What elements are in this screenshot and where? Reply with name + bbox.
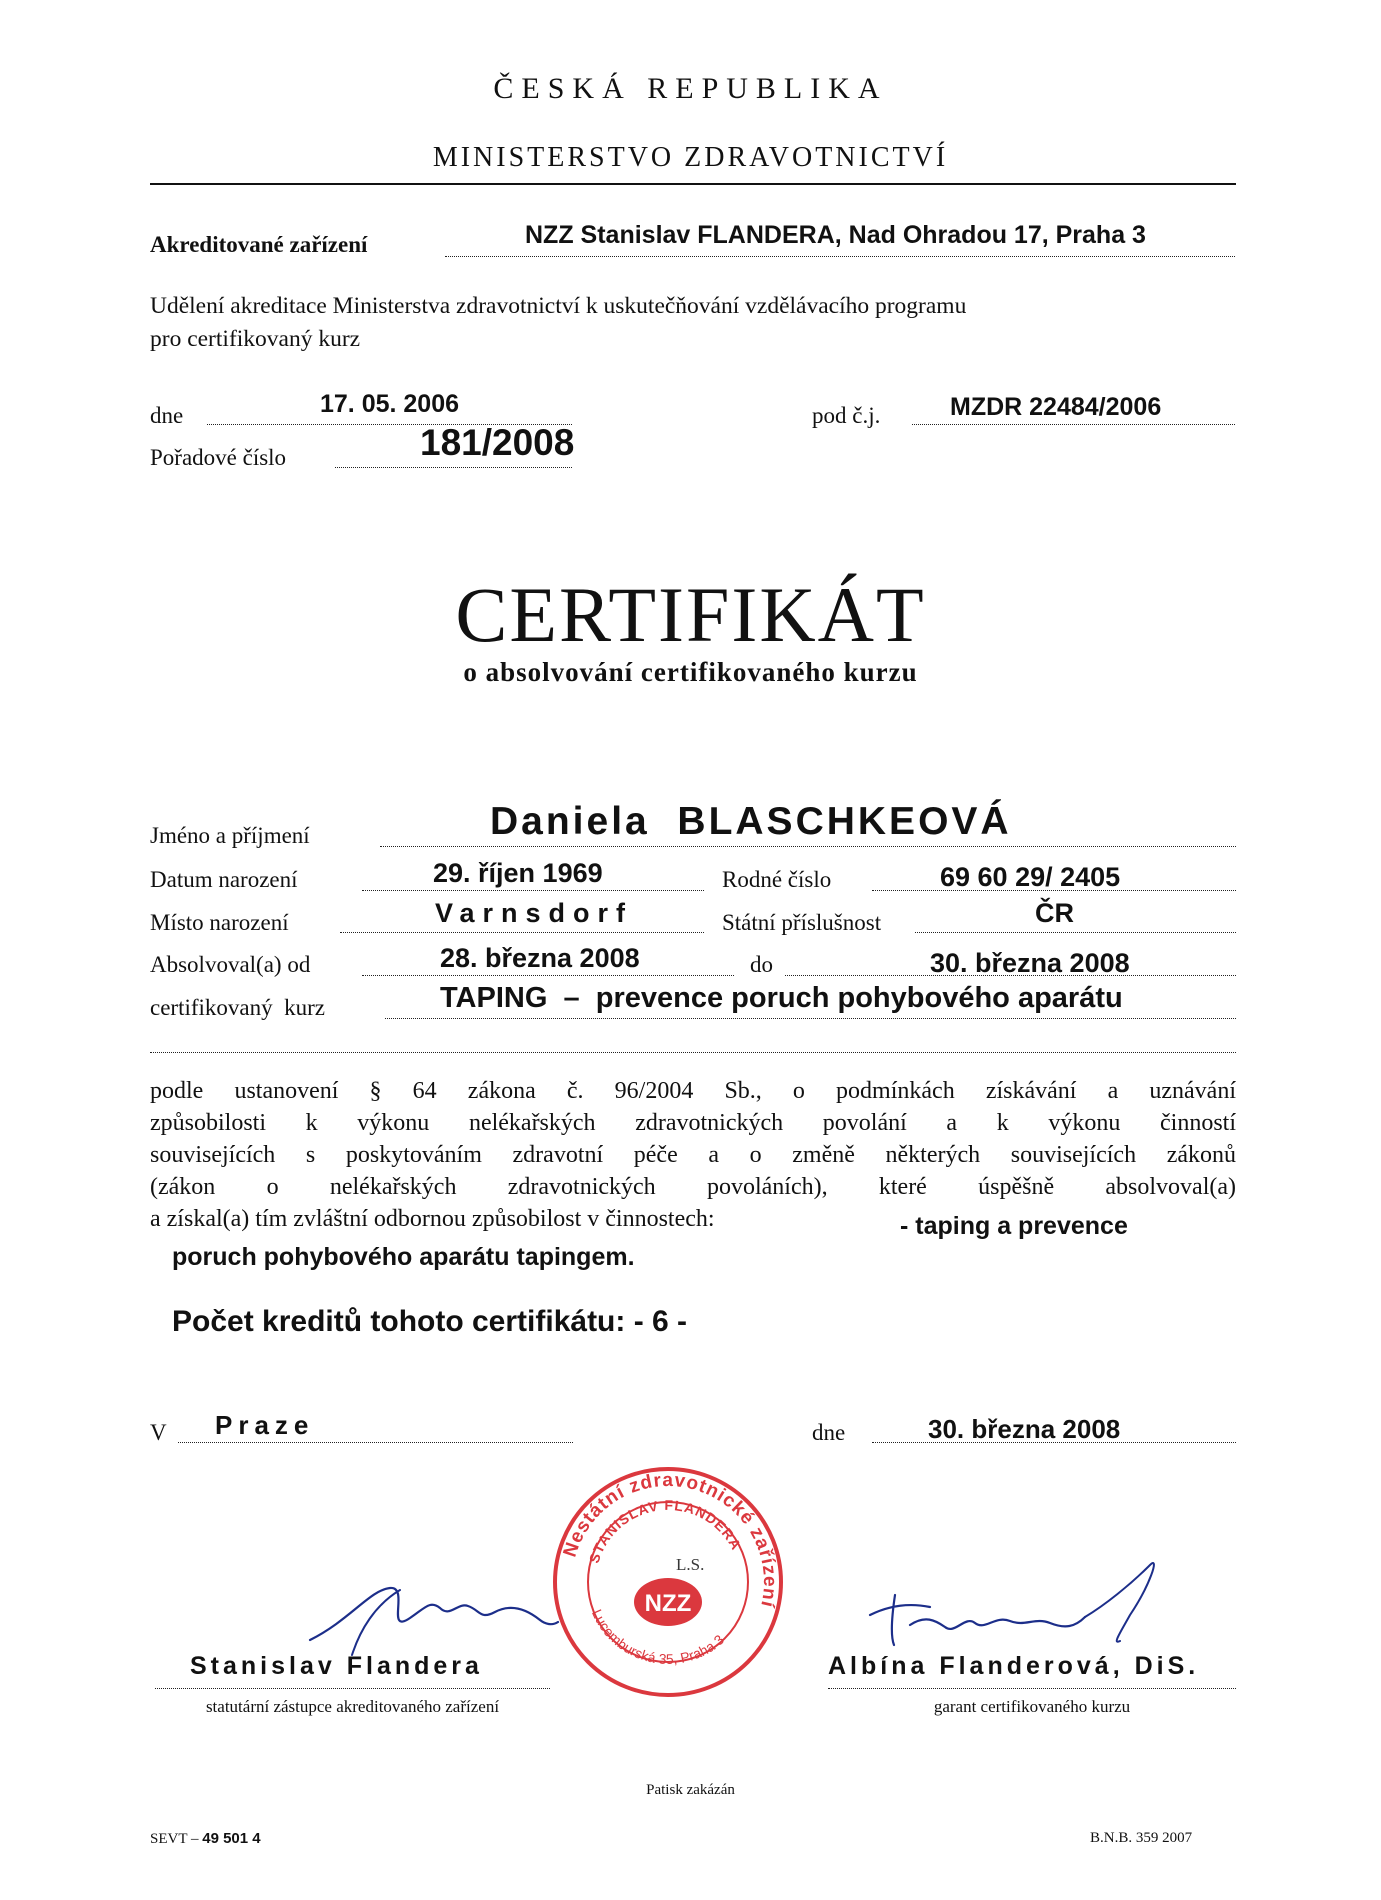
credits-statement: Počet kreditů tohoto certifikátu: - 6 - <box>172 1305 688 1338</box>
competence-line-1: - taping a prevence <box>900 1212 1128 1240</box>
right-signature-dotline <box>828 1688 1236 1689</box>
certificate-subtitle: o absolvování certifikovaného kurzu <box>463 657 918 687</box>
stamp-inner-text: STANISLAV FLANDERA <box>585 1496 745 1566</box>
course-extra-dotline <box>150 1052 1236 1053</box>
grant-date-value: 17. 05. 2006 <box>320 390 460 418</box>
dob-dotline <box>362 890 704 891</box>
order-number-label: Pořadové číslo <box>150 445 287 470</box>
ministry-heading: MINISTERSTVO ZDRAVOTNICTVÍ <box>432 142 949 173</box>
legal-line-1: podle ustanovení § 64 zákona č. 96/2004 Sb., o podmínkách získávání a uznávání <box>150 1078 1236 1104</box>
accreditation-label: Akreditované zařízení <box>150 232 368 257</box>
stamp-ring-text: Nestátní zdravotnické zařízení <box>559 1469 781 1610</box>
rc-label: Rodné číslo <box>722 867 832 892</box>
name-value: Daniela BLASCHKEOVÁ <box>490 800 1012 843</box>
header-rule <box>150 183 1236 185</box>
place-label: V <box>150 1420 167 1445</box>
order-number-dotline <box>335 467 572 468</box>
dob-value: 29. říjen 1969 <box>433 858 603 888</box>
legal-text <box>150 1075 1236 1235</box>
rc-value: 69 60 29/ 2405 <box>940 862 1121 892</box>
course-label: certifikovaný kurz <box>150 995 325 1020</box>
reprint-notice: Patisk zakázán <box>646 1782 735 1798</box>
accreditation-dotline <box>445 256 1235 257</box>
place-value: Praze <box>215 1410 315 1440</box>
country-heading: ČESKÁ REPUBLIKA <box>493 72 888 105</box>
grant-ref-label: pod č.j. <box>812 403 881 428</box>
grant-text-line-1: Udělení akreditace Ministerstva zdravotnictví k uskutečňování vzdělávacího programu <box>150 293 967 319</box>
grant-ref-dotline <box>912 424 1235 425</box>
place-dotline <box>178 1442 573 1443</box>
grant-ref-value: MZDR 22484/2006 <box>950 393 1162 421</box>
left-signatory-name: Stanislav Flandera <box>190 1652 483 1680</box>
pob-value: Varnsdorf <box>435 898 634 928</box>
course-from-dotline <box>362 975 734 976</box>
grant-date-label: dne <box>150 403 184 428</box>
issue-date-label: dne <box>812 1420 846 1445</box>
nationality-label: Státní příslušnost <box>722 910 882 935</box>
competence-line-2: poruch pohybového aparátu tapingem. <box>172 1243 635 1271</box>
right-signature-scribble <box>850 1545 1210 1665</box>
course-from-value: 28. března 2008 <box>440 943 640 973</box>
left-signatory-role: statutární zástupce akreditovaného zařízení <box>205 1697 500 1716</box>
name-dotline <box>380 846 1236 847</box>
pob-label: Místo narození <box>150 910 289 935</box>
course-from-label: Absolvoval(a) od <box>150 952 311 977</box>
right-signatory-name: Albína Flanderová, DiS. <box>828 1652 1200 1680</box>
pob-dotline <box>340 932 704 933</box>
nationality-dotline <box>915 932 1236 933</box>
stamp-ls: L.S. <box>676 1555 705 1574</box>
course-value: TAPING – prevence poruch pohybového aparátu <box>440 982 1123 1014</box>
right-signatory-role: garant certifikovaného kurzu <box>933 1697 1131 1716</box>
form-code <box>150 1830 261 1848</box>
grant-text-line-2: pro certifikovaný kurz <box>150 326 361 352</box>
form-number: 49 501 4 <box>202 1830 261 1847</box>
printer-code: B.N.B. 359 2007 <box>1090 1830 1193 1846</box>
legal-line-5: a získal(a) tím zvláštní odbornou způsobilost v činnostech: <box>150 1206 715 1232</box>
legal-line-2: způsobilosti k výkonu nelékařských zdravotnických povolání a k výkonu činností <box>150 1110 1236 1136</box>
course-to-value: 30. března 2008 <box>930 948 1130 978</box>
dob-label: Datum narození <box>150 867 298 892</box>
course-dotline <box>385 1018 1236 1019</box>
name-label: Jméno a příjmení <box>150 823 310 848</box>
legal-line-3: souvisejících s poskytováním zdravotní péče a o změně některých souvisejících zákonů <box>150 1142 1236 1168</box>
accreditation-value: NZZ Stanislav FLANDERA, Nad Ohradou 17, Praha 3 <box>525 221 1146 249</box>
left-signature-dotline <box>155 1688 550 1689</box>
legal-line-4: (zákon o nelékařských zdravotnických povoláních), které úspěšně absolvoval(a) <box>150 1174 1236 1200</box>
stamp-address: Lucemburská 35, Praha 3 <box>588 1606 727 1668</box>
issue-date-value: 30. března 2008 <box>928 1414 1121 1444</box>
nationality-value: ČR <box>1035 898 1074 928</box>
course-to-label: do <box>750 952 773 977</box>
order-number-value: 181/2008 <box>420 422 575 463</box>
certificate-title: CERTIFIKÁT <box>455 571 926 658</box>
form-prefix: SEVT – <box>150 1831 203 1847</box>
official-stamp <box>548 1462 788 1702</box>
stamp-logo-text: NZZ <box>644 1590 692 1617</box>
